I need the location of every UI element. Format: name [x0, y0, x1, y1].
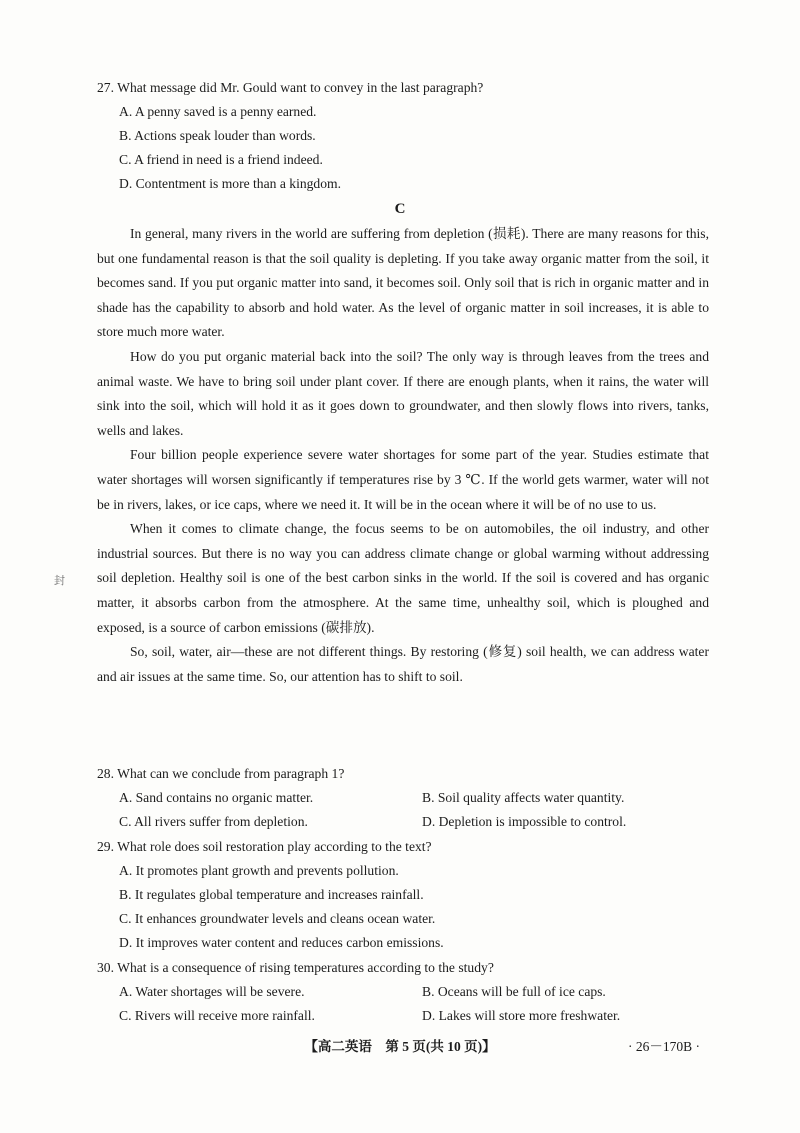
- option-a: A. Sand contains no organic matter.: [119, 790, 314, 805]
- option-c: C. A friend in need is a friend indeed.: [119, 152, 323, 167]
- option-row: [97, 810, 717, 834]
- option-a: A. A penny saved is a penny earned.: [119, 104, 317, 119]
- option-row: [97, 1004, 717, 1028]
- option-b: B. Oceans will be full of ice caps.: [422, 984, 606, 999]
- passage-paragraph-5: So, soil, water, air—these are not different things. By restoring (修复) soil health, we can address water and air issues at the same time. So, our attention has to shift to soil.: [97, 644, 709, 684]
- question-30: [97, 956, 717, 1028]
- page-footer: [0, 1037, 800, 1057]
- option-d: D. Contentment is more than a kingdom.: [119, 176, 342, 191]
- option-row: [97, 980, 717, 1004]
- exam-code: · 26－170B ·: [628, 1039, 700, 1054]
- question-stem: 29. What role does soil restoration play according to the text?: [97, 839, 432, 854]
- option-d: D. It improves water content and reduces carbon emissions.: [119, 935, 444, 950]
- option-d: D. Depletion is impossible to control.: [422, 814, 627, 829]
- question-28: [97, 762, 717, 834]
- option-c: C. Rivers will receive more rainfall.: [119, 1008, 315, 1023]
- option-b: B. It regulates global temperature and increases rainfall.: [119, 887, 424, 902]
- passage-paragraph-3: Four billion people experience severe water shortages for some part of the year. Studies estimate that water shortages will worsen significantly if temperatures rise by 3 ℃. If the world gets warmer, water will not be in rivers, lakes, or ice caps, where we need it. It will be in the ocean where it will be of no use to us.: [97, 447, 709, 512]
- option-row: [97, 786, 717, 810]
- option-c: C. It enhances groundwater levels and cleans ocean water.: [119, 911, 436, 926]
- option-b: B. Actions speak louder than words.: [119, 128, 316, 143]
- question-29: [97, 835, 717, 955]
- option-a: A. Water shortages will be severe.: [119, 984, 305, 999]
- reading-passage: [97, 222, 709, 689]
- option-b: B. Soil quality affects water quantity.: [422, 790, 625, 805]
- page-number-label: 【高二英语 第 5 页(共 10 页)】: [304, 1039, 496, 1054]
- option-d: D. Lakes will store more freshwater.: [422, 1008, 621, 1023]
- passage-paragraph-4: When it comes to climate change, the focus seems to be on automobiles, the oil industry, and other industrial sources. But there is no way you can address climate change or global warming without addressing soil depletion. Healthy soil is one of the best carbon sinks in the world. If the soil is covered and has organic matter, it absorbs carbon from the atmosphere. At the same time, unhealthy soil, which is ploughed and exposed, is a source of carbon emissions (碳排放).: [97, 521, 709, 635]
- option-c: C. All rivers suffer from depletion.: [119, 814, 308, 829]
- question-27: [97, 76, 717, 196]
- section-heading: C: [394, 201, 406, 217]
- passage-paragraph-2: How do you put organic material back into the soil? The only way is through leaves from the trees and animal waste. We have to bring soil under plant cover. If there are enough plants, when it rains, the water will sink into the soil, which will hold it as it goes down to groundwater, and then slowly flows into rivers, tanks, wells and lakes.: [97, 348, 709, 438]
- passage-paragraph-1: In general, many rivers in the world are suffering from depletion (损耗). There are many reasons for this, but one fundamental reason is that the soil quality is depleting. If you take away organic matter from the soil, it becomes sand. If you put organic matter into sand, it becomes soil. Only soil that is rich in organic matter and in shade has the capability to absorb and hold water. As the level of organic matter in soil increases, it is able to store much more water.: [97, 226, 709, 340]
- question-stem: 28. What can we conclude from paragraph 1?: [97, 766, 345, 781]
- question-stem: 27. What message did Mr. Gould want to convey in the last paragraph?: [97, 80, 484, 95]
- margin-seal-mark: 封: [54, 575, 65, 587]
- question-stem: 30. What is a consequence of rising temperatures according to the study?: [97, 960, 494, 975]
- option-a: A. It promotes plant growth and prevents pollution.: [119, 863, 399, 878]
